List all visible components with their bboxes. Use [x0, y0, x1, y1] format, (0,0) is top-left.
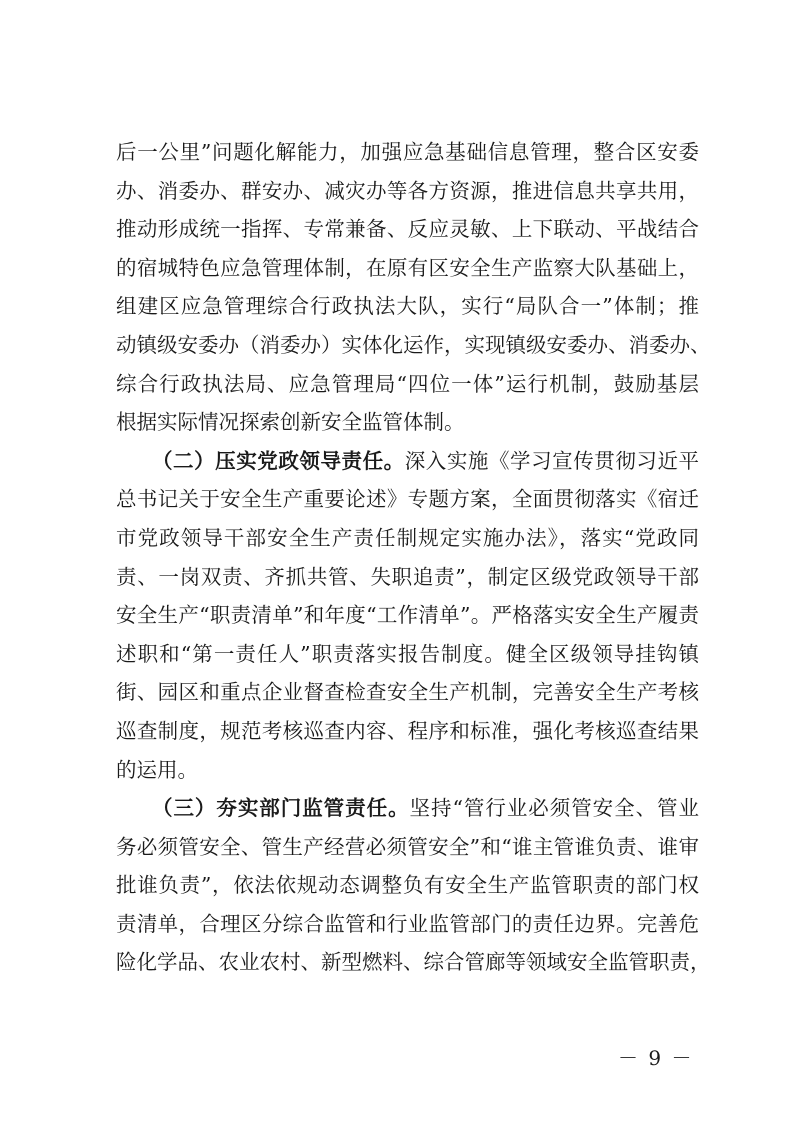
text-line: 责清单，合理区分综合监管和行业监管部门的责任边界。完善危 — [116, 911, 699, 936]
text-line: 推动形成统一指挥、专常兼备、反应灵敏、上下联动、平战结合 — [116, 217, 699, 242]
text-line: 根据实际情况探索创新安全监管体制。 — [116, 410, 465, 435]
text-line: 动镇级安委办（消委办）实体化运作，实现镇级安委办、消委办、 — [116, 332, 711, 357]
text-line: 安全生产“职责清单”和年度“工作清单”。严格落实安全生产履责 — [116, 603, 699, 628]
text-line: 后一公里”问题化解能力，加强应急基础信息管理，整合区安委 — [116, 140, 699, 164]
section-heading: （三）夯实部门监管责任。 — [152, 796, 410, 821]
text-line: 综合行政执法局、应急管理局“四位一体”运行机制，鼓励基层 — [116, 371, 699, 396]
text-line: 总书记关于安全生产重要论述》专题方案，全面贯彻落实《宿迁 — [116, 487, 699, 512]
text-line: 务必须管安全、管生产经营必须管安全”和“谁主管谁负责、谁审 — [116, 834, 699, 859]
section-first-line — [116, 442, 699, 481]
body-text — [116, 133, 711, 982]
text-line: 办、消委办、群安办、减灾办等各方资源，推进信息共享共用， — [116, 178, 699, 203]
section-first-line — [116, 789, 699, 828]
text-line: 述职和“第一责任人”职责落实报告制度。健全区级领导挂钩镇 — [116, 641, 699, 666]
text-line: 组建区应急管理综合行政执法大队，实行“局队合一”体制；推 — [116, 294, 699, 319]
page-number: － 9 － — [618, 1046, 694, 1070]
text-line: 的运用。 — [116, 757, 198, 782]
section-first-line-text: 坚持“管行业必须管安全、管业 — [409, 796, 699, 821]
text-line: 街、园区和重点企业督查检查安全生产机制，完善安全生产考核 — [116, 680, 699, 705]
text-line: 的宿城特色应急管理体制，在原有区安全生产监察大队基础上， — [116, 255, 699, 280]
text-line: 险化学品、农业农村、新型燃料、综合管廊等领域安全监管职责， — [116, 950, 711, 975]
section-first-line-text: 深入实施《学习宣传贯彻习近平 — [404, 448, 700, 473]
text-line: 巡查制度，规范考核巡查内容、程序和标准，强化考核巡查结果 — [116, 718, 699, 743]
text-line: 市党政领导干部安全生产责任制规定实施办法》，落实“党政同 — [116, 525, 699, 550]
section-heading: （二）压实党政领导责任。 — [152, 448, 405, 473]
text-line: 责、一岗双责、齐抓共管、失职追责”，制定区级党政领导干部 — [116, 564, 699, 589]
text-line: 批谁负责”，依法依规动态调整负有安全生产监管职责的部门权 — [116, 873, 699, 898]
